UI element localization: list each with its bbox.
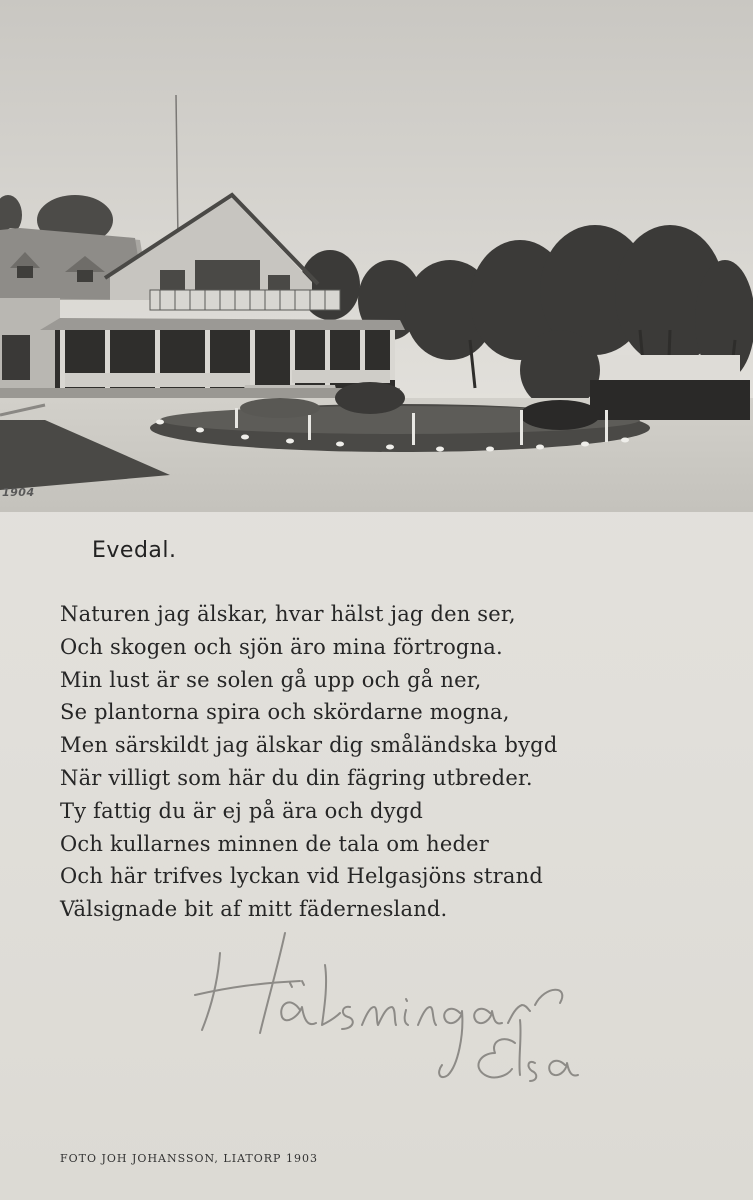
poem-line: Och skogen och sjön äro mina förtrogna. [60, 634, 503, 659]
poem-line: Ty fattig du är ej på ära och dygd [60, 798, 424, 823]
poem-line: Och här trifves lyckan vid Helgasjöns strand [60, 864, 544, 889]
poem-line: När villigt som här du din fägring utbreder. [60, 765, 533, 790]
handwritten-greeting-signature [190, 925, 630, 1095]
photo-credit: FOTO JOH JOHANSSON, LIATORP 1903 [60, 1152, 318, 1165]
poem-line: Min lust är se solen gå upp och gå ner, [60, 667, 482, 692]
poem-line: Men särskildt jag älskar dig småländska bygd [60, 733, 558, 758]
postcard-title: Evedal. [92, 538, 177, 563]
poem-line: Naturen jag älskar, hvar hälst jag den ser, [60, 602, 516, 626]
poem-line: Välsignade bit af mitt fädernesland. [60, 897, 448, 922]
poem-line: Se plantorna spira och skördarne mogna, [60, 700, 510, 725]
photo-year-stamp: 1904 [2, 486, 35, 499]
poem-line: Och kullarnes minnen de tala om heder [60, 831, 490, 856]
photo-evedal-building [0, 0, 753, 512]
poem [60, 598, 730, 926]
